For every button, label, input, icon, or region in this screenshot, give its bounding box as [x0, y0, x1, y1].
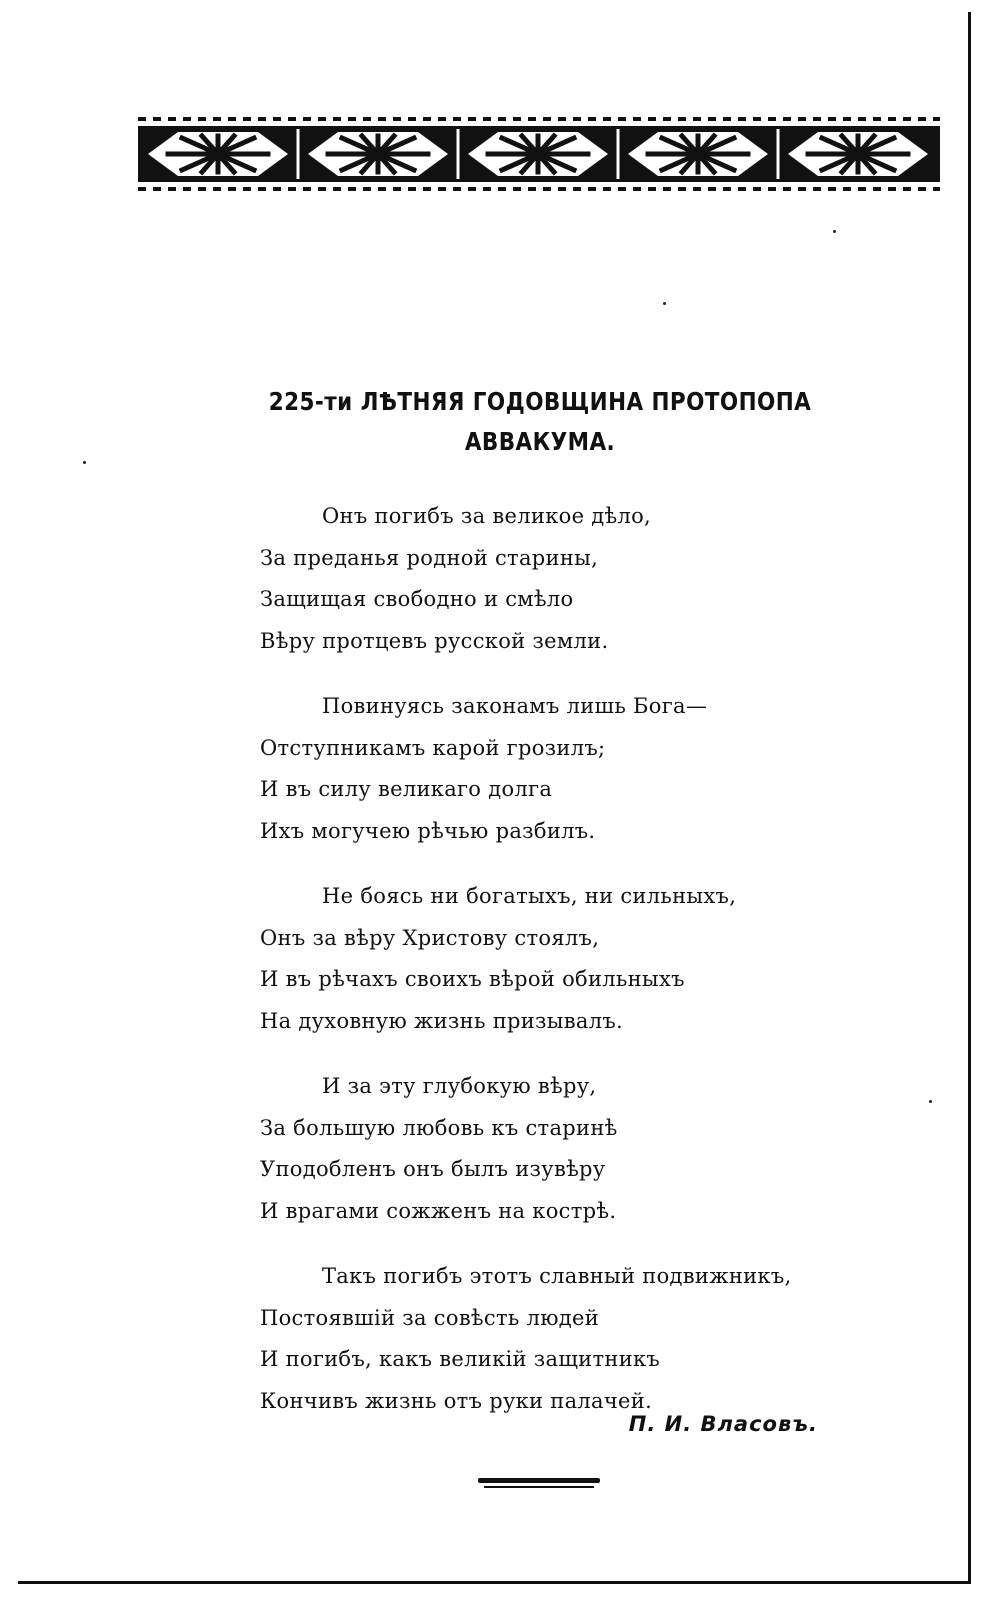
- end-rule-thin: [484, 1486, 594, 1488]
- poem-line: Отступникамъ карой грозилъ;: [260, 735, 606, 760]
- print-speck: [833, 230, 836, 233]
- poem-line: Защищая свободно и смѣло: [260, 587, 574, 611]
- author-signature: П. И. Власовъ.: [628, 1412, 818, 1436]
- poem-line: Онъ за вѣру Христову стоялъ,: [260, 925, 600, 950]
- stanza-2: [260, 686, 880, 852]
- poem-line: Такъ погибъ этотъ славный подвижникъ,: [322, 1264, 792, 1288]
- poem-line: Кончивъ жизнь отъ руки палачей.: [260, 1388, 653, 1413]
- print-speck: [663, 302, 666, 305]
- page-edge-right: [968, 12, 971, 1584]
- stanza-4: [260, 1066, 880, 1232]
- poem-line: Вѣру протцевъ русской земли.: [260, 628, 609, 653]
- poem-line: На духовную жизнь призывалъ.: [260, 1008, 624, 1033]
- poem-line: Онъ погибъ за великое дѣло,: [322, 504, 652, 528]
- poem-line: И въ силу великаго долга: [260, 777, 553, 801]
- poem-title-line-2: АВВАКУМА.: [464, 427, 616, 456]
- poem-line: Не боясь ни богатыхъ, ни сильныхъ,: [322, 884, 737, 908]
- stanza-3: [260, 876, 880, 1042]
- stanza-1: [260, 496, 880, 662]
- poem-line: Постоявшій за совѣсть людей: [260, 1305, 600, 1330]
- poem-line: Повинуясь законамъ лишь Бога—: [322, 694, 708, 718]
- poem-line: И погибъ, какъ великій защитникъ: [260, 1347, 661, 1371]
- poem-line: Ихъ могучею рѣчью разбилъ.: [260, 818, 596, 843]
- page-edge-bottom: [18, 1581, 971, 1584]
- poem-line: За преданья родной старины,: [260, 545, 599, 570]
- end-rule: [478, 1478, 600, 1483]
- poem-line: И въ рѣчахъ своихъ вѣрой обильныхъ: [260, 967, 685, 991]
- stanza-5: [260, 1256, 880, 1422]
- ornamental-border-icon: [138, 113, 940, 195]
- poem-line: Уподобленъ онъ былъ изувѣру: [260, 1157, 606, 1181]
- poem-line: За большую любовь къ старинѣ: [260, 1115, 618, 1140]
- poem-line: И за эту глубокую вѣру,: [322, 1074, 597, 1098]
- poem-body: [260, 496, 880, 1446]
- poem-title-line-1: 225-ти ЛѢТНЯЯ ГОДОВЩИНА ПРОТОПОПА: [268, 387, 812, 416]
- poem-title: [248, 382, 833, 462]
- print-speck: [83, 461, 86, 464]
- poem-line: И врагами сожженъ на кострѣ.: [260, 1198, 617, 1223]
- print-speck: [929, 1100, 932, 1103]
